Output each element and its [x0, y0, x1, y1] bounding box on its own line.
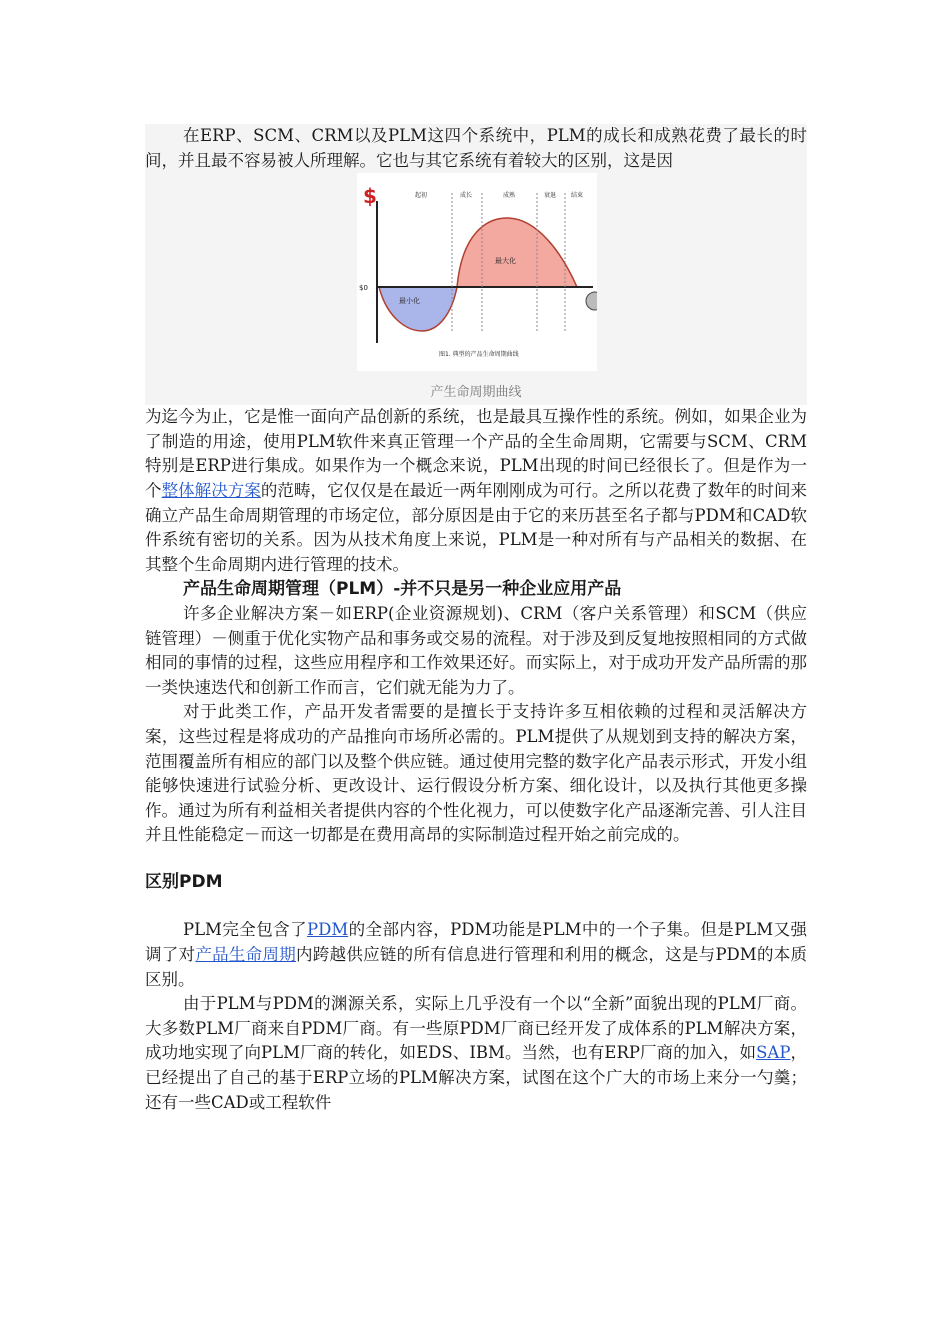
paragraph-5	[145, 918, 807, 992]
stage-label: 衰退	[544, 192, 557, 200]
figure-block	[145, 173, 807, 405]
heading-plm-not-just-app: 产品生命周期管理（PLM）-并不只是另一种企业应用产品	[183, 579, 622, 600]
min-area	[379, 287, 457, 331]
dollar-sign: $	[363, 184, 377, 209]
paragraph-4: 对于此类工作，产品开发者需要的是擅长于支持许多互相依赖的过程和灵活解决方案，这些过程是将成功的产品推向市场所必需的。PLM提供了从规划到支持的解决方案，范围覆盖所有相应的部门以及整个供应链。通过使用完整的数字化产品表示形式，开发小组能够快速进行试验分析、更改设计、运行假设分析方案、细化设计，以及执行其他更多操作。通过为所有利益相关者提供内容的个性化视力，可以使数字化产品逐渐完善、引人注目并且性能稳定－而这一切都是在费用高昂的实际制造过程开始之前完成的。	[145, 702, 807, 845]
max-label: 最大化	[495, 257, 516, 266]
figure-caption: 产生命周期曲线	[430, 385, 522, 401]
stage-label: 成长	[460, 192, 473, 200]
stage-label: 结束	[571, 192, 584, 200]
stage-label: 起初	[415, 192, 428, 200]
corner-logo-icon	[586, 292, 597, 310]
link-overall-solution[interactable]: 整体解决方案	[161, 480, 261, 500]
paragraph-5-part-c: 内跨越供应链的所有信息进行管理和利用的概念，这是与PDM的本质区别。	[145, 945, 808, 989]
link-sap[interactable]: SAP	[756, 1043, 791, 1063]
intro-paragraph: 在ERP、SCM、CRM以及PLM这四个系统中，PLM的成长和成熟花费了最长的时间，并且最不容易被人所理解。它也与其它系统有着较大的区别，这是因	[145, 124, 807, 173]
paragraph-2	[145, 405, 807, 577]
link-product-lifecycle[interactable]: 产品生命周期	[195, 945, 297, 965]
link-pdm[interactable]: PDM	[306, 920, 349, 940]
zero-label: $0	[359, 284, 368, 293]
lifecycle-chart-image	[357, 173, 597, 371]
stage-label: 成熟	[503, 192, 516, 200]
paragraph-6-part-a: 由于PLM与PDM的渊源关系，实际上几乎没有一个以“全新”面貌出现的PLM厂商。大多数PLM厂商来自PDM厂商。有一些原PDM厂商已经开发了成体系的PLM解决方案，成功地实现了向PLM厂商的转化，如EDS、IBM。当然，也有ERP厂商的加入，如	[145, 994, 807, 1063]
paragraph-5-part-a: PLM完全包含了	[183, 920, 307, 940]
paragraph-2-part2: 的范畴，它仅仅是在最近一两年刚刚成为可行。之所以花费了数年的时间来确立产品生命周期管理的市场定位，部分原因是由于它的来历甚至名子都与PDM和CAD软件系统有密切的关系。因为从技术角度上来说，PLM是一种对所有与产品相关的数据、在其整个生命周期内进行管理的技术。	[145, 480, 808, 574]
paragraph-6-part-b: ，已经提出了自己的基于ERP立场的PLM解决方案，试图在这个广大的市场上来分一勺羹；还有一些CAD或工程软件	[145, 1043, 807, 1112]
paragraph-2-part1: 为迄今为止，它是惟一面向产品创新的系统，也是最具互操作性的系统。例如，如果企业为了制造的用途，使用PLM软件来真正管理一个产品的全生命周期，它需要与SCM、CRM特别是ERP进行集成。如果作为一个概念来说，PLM出现的时间已经很长了。但是作为一个	[145, 407, 807, 500]
max-area	[457, 218, 577, 287]
paragraph-6	[145, 992, 807, 1115]
paragraph-3: 许多企业解决方案－如ERP(企业资源规划)、CRM（客户关系管理）和SCM（供应链管理）－侧重于优化实物产品和事务或交易的流程。对于涉及到反复地按照相同的方式做相同的事情的过程，这些应用程序和工作效果还好。而实际上，对于成功开发产品所需的那一类快速迭代和创新工作而言，它们就无能为力了。	[145, 603, 807, 697]
figure-title: 图1. 典型的产品生命周期曲线	[439, 351, 519, 359]
document-body	[145, 124, 807, 1115]
min-label: 最小化	[399, 297, 420, 306]
paragraph-5-part-b: 的全部内容，PDM功能是PLM中的一个子集。但是PLM又强调了对	[145, 920, 807, 965]
lifecycle-curve-svg	[357, 173, 597, 371]
heading-difference-pdm: 区别PDM	[145, 871, 223, 892]
